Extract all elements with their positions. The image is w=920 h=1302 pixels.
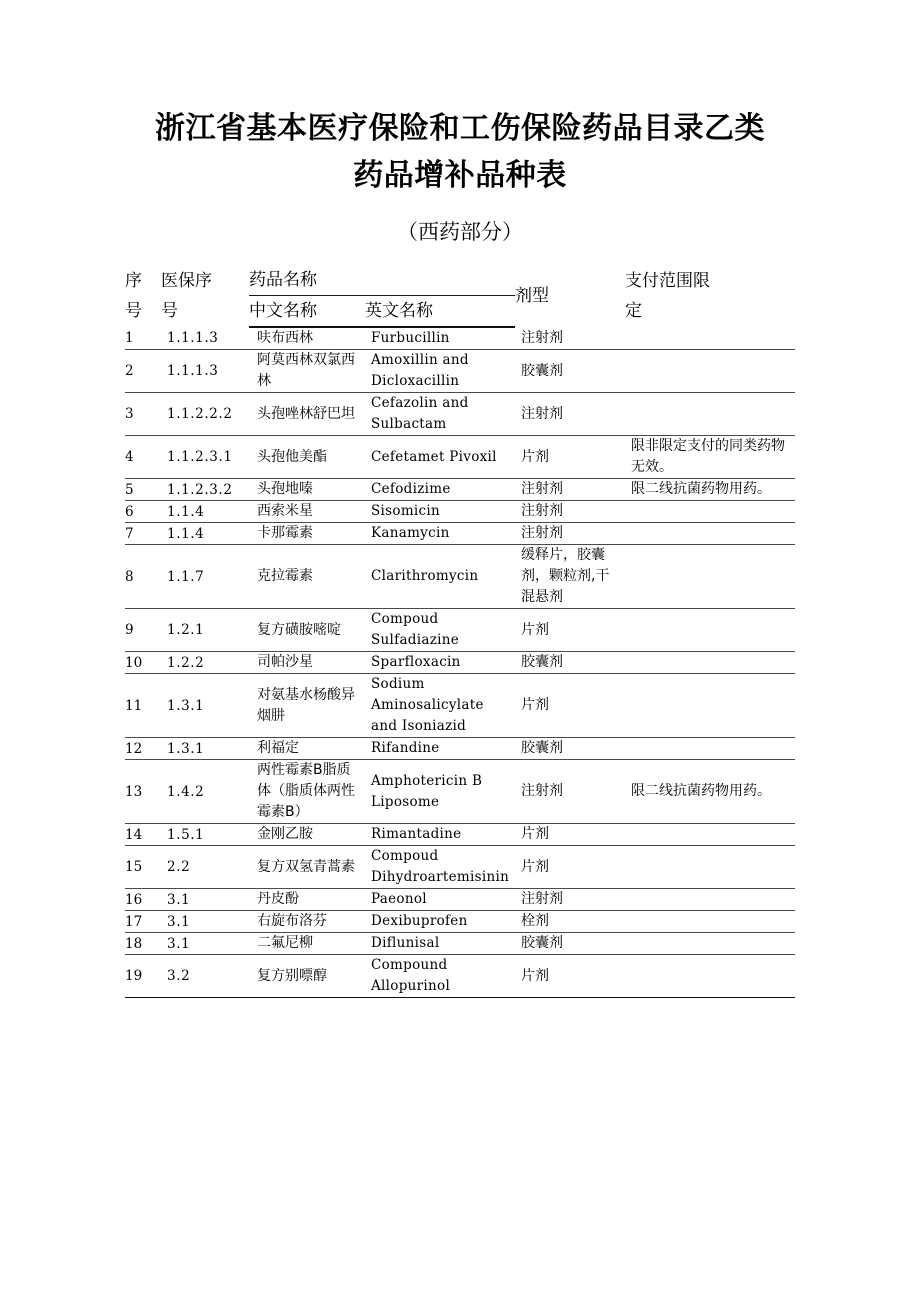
cell-dosage-form: 注射剂 xyxy=(515,760,625,824)
cell-insurance-code: 1.1.7 xyxy=(161,545,249,609)
cell-sequence: 11 xyxy=(125,674,161,738)
table-row xyxy=(125,846,795,889)
cell-name-english: Dexibuprofen xyxy=(365,911,515,933)
cell-insurance-code: 3.1 xyxy=(161,889,249,911)
cell-name-english: Furbucillin xyxy=(365,327,515,350)
table-row xyxy=(125,523,795,545)
table-row xyxy=(125,955,795,998)
cell-payment-limit xyxy=(625,674,795,738)
cell-dosage-form: 栓剂 xyxy=(515,911,625,933)
cell-name-chinese: 复方磺胺嘧啶 xyxy=(249,609,365,652)
cell-sequence: 17 xyxy=(125,911,161,933)
table-row xyxy=(125,350,795,393)
cell-payment-limit xyxy=(625,911,795,933)
cell-dosage-form: 胶囊剂 xyxy=(515,350,625,393)
table-row xyxy=(125,652,795,674)
cell-dosage-form: 注射剂 xyxy=(515,889,625,911)
cell-dosage-form: 胶囊剂 xyxy=(515,933,625,955)
cell-insurance-code: 3.1 xyxy=(161,933,249,955)
cell-dosage-form: 片剂 xyxy=(515,436,625,479)
cell-name-chinese: 金刚乙胺 xyxy=(249,824,365,846)
cell-sequence: 1 xyxy=(125,327,161,350)
cell-sequence: 4 xyxy=(125,436,161,479)
cell-name-chinese: 右旋布洛芬 xyxy=(249,911,365,933)
column-header-drug-name-group: 药品名称 xyxy=(249,265,515,296)
cell-name-english: Rifandine xyxy=(365,738,515,760)
page-subtitle: （西药部分） xyxy=(397,220,523,244)
cell-insurance-code: 1.1.4 xyxy=(161,523,249,545)
cell-name-english: Amoxillin and Dicloxacillin xyxy=(365,350,515,393)
cell-insurance-code: 1.2.1 xyxy=(161,609,249,652)
cell-name-chinese: 两性霉素B脂质体（脂质体两性霉素B） xyxy=(249,760,365,824)
cell-name-english: Compoud Dihydroartemisinin xyxy=(365,846,515,889)
cell-insurance-code: 3.1 xyxy=(161,911,249,933)
cell-dosage-form: 胶囊剂 xyxy=(515,738,625,760)
cell-insurance-code: 1.1.2.3.1 xyxy=(161,436,249,479)
cell-sequence: 2 xyxy=(125,350,161,393)
cell-payment-limit xyxy=(625,393,795,436)
cell-dosage-form: 注射剂 xyxy=(515,501,625,523)
column-header-name-chinese: 中文名称 xyxy=(249,296,365,328)
cell-insurance-code: 1.1.2.2.2 xyxy=(161,393,249,436)
cell-name-english: Rimantadine xyxy=(365,824,515,846)
cell-name-chinese: 头孢地嗪 xyxy=(249,479,365,501)
cell-insurance-code: 1.3.1 xyxy=(161,738,249,760)
table-header-row-top xyxy=(125,265,795,296)
cell-name-chinese: 呋布西林 xyxy=(249,327,365,350)
table-body xyxy=(125,327,795,998)
cell-dosage-form: 注射剂 xyxy=(515,327,625,350)
cell-insurance-code: 1.3.1 xyxy=(161,674,249,738)
cell-payment-limit xyxy=(625,889,795,911)
cell-dosage-form: 片剂 xyxy=(515,674,625,738)
cell-payment-limit xyxy=(625,955,795,998)
table-row xyxy=(125,479,795,501)
column-header-name-english: 英文名称 xyxy=(365,296,515,328)
table-row xyxy=(125,889,795,911)
table-row xyxy=(125,738,795,760)
cell-payment-limit xyxy=(625,501,795,523)
cell-name-chinese: 复方别嘌醇 xyxy=(249,955,365,998)
cell-name-english: Kanamycin xyxy=(365,523,515,545)
column-header-sequence-line-2: 号 xyxy=(125,301,142,321)
cell-insurance-code: 1.1.1.3 xyxy=(161,327,249,350)
cell-sequence: 3 xyxy=(125,393,161,436)
cell-payment-limit xyxy=(625,545,795,609)
cell-dosage-form: 片剂 xyxy=(515,824,625,846)
table-row xyxy=(125,545,795,609)
cell-name-chinese: 西索米星 xyxy=(249,501,365,523)
cell-name-chinese: 丹皮酚 xyxy=(249,889,365,911)
cell-payment-limit: 限二线抗菌药物用药。 xyxy=(625,479,795,501)
column-header-insurance-code xyxy=(161,265,249,327)
table-row xyxy=(125,933,795,955)
cell-payment-limit xyxy=(625,738,795,760)
table-row xyxy=(125,327,795,350)
page-title-line-1: 浙江省基本医疗保险和工伤保险药品目录乙类 xyxy=(155,111,765,146)
cell-payment-limit xyxy=(625,933,795,955)
cell-name-chinese: 对氨基水杨酸异烟肼 xyxy=(249,674,365,738)
cell-name-english: Diflunisal xyxy=(365,933,515,955)
cell-name-english: Cefazolin and Sulbactam xyxy=(365,393,515,436)
cell-sequence: 8 xyxy=(125,545,161,609)
cell-name-chinese: 利福定 xyxy=(249,738,365,760)
table-row xyxy=(125,501,795,523)
table-row xyxy=(125,824,795,846)
cell-name-chinese: 头孢他美酯 xyxy=(249,436,365,479)
cell-payment-limit xyxy=(625,350,795,393)
cell-name-chinese: 克拉霉素 xyxy=(249,545,365,609)
cell-sequence: 18 xyxy=(125,933,161,955)
column-header-insurance-code-line-2: 号 xyxy=(161,301,178,321)
column-header-payment-limit-line-1: 支付范围限 xyxy=(625,271,710,291)
cell-payment-limit xyxy=(625,846,795,889)
cell-insurance-code: 1.1.4 xyxy=(161,501,249,523)
table-row xyxy=(125,760,795,824)
cell-sequence: 19 xyxy=(125,955,161,998)
cell-sequence: 5 xyxy=(125,479,161,501)
column-header-sequence xyxy=(125,265,161,327)
cell-dosage-form: 片剂 xyxy=(515,609,625,652)
page-title xyxy=(125,0,795,199)
cell-name-english: Sodium Aminosalicylate and Isoniazid xyxy=(365,674,515,738)
cell-insurance-code: 1.2.2 xyxy=(161,652,249,674)
cell-sequence: 13 xyxy=(125,760,161,824)
page-title-line-2: 药品增补品种表 xyxy=(353,158,567,193)
cell-name-english: Compound Allopurinol xyxy=(365,955,515,998)
cell-payment-limit xyxy=(625,327,795,350)
cell-payment-limit xyxy=(625,523,795,545)
drug-catalog-table xyxy=(125,265,795,998)
table-row xyxy=(125,393,795,436)
cell-payment-limit xyxy=(625,652,795,674)
cell-insurance-code: 1.5.1 xyxy=(161,824,249,846)
cell-name-english: Amphotericin B Liposome xyxy=(365,760,515,824)
cell-dosage-form: 注射剂 xyxy=(515,393,625,436)
cell-name-chinese: 二氟尼柳 xyxy=(249,933,365,955)
cell-dosage-form: 片剂 xyxy=(515,955,625,998)
cell-dosage-form: 注射剂 xyxy=(515,479,625,501)
cell-dosage-form: 注射剂 xyxy=(515,523,625,545)
column-header-payment-limit xyxy=(625,265,795,327)
cell-name-chinese: 复方双氢青蒿素 xyxy=(249,846,365,889)
column-header-payment-limit-line-2: 定 xyxy=(625,301,642,321)
cell-dosage-form: 胶囊剂 xyxy=(515,652,625,674)
cell-payment-limit xyxy=(625,824,795,846)
cell-insurance-code: 1.1.1.3 xyxy=(161,350,249,393)
cell-payment-limit: 限非限定支付的同类药物无效。 xyxy=(625,436,795,479)
cell-sequence: 15 xyxy=(125,846,161,889)
table-row xyxy=(125,674,795,738)
cell-name-chinese: 司帕沙星 xyxy=(249,652,365,674)
cell-dosage-form: 缓释片，胶囊剂，颗粒剂,干混悬剂 xyxy=(515,545,625,609)
cell-insurance-code: 3.2 xyxy=(161,955,249,998)
cell-sequence: 10 xyxy=(125,652,161,674)
cell-payment-limit xyxy=(625,609,795,652)
cell-name-english: Cefodizime xyxy=(365,479,515,501)
cell-sequence: 12 xyxy=(125,738,161,760)
column-header-sequence-line-1: 序 xyxy=(125,271,142,291)
table-row xyxy=(125,609,795,652)
cell-name-english: Paeonol xyxy=(365,889,515,911)
cell-name-english: Sparfloxacin xyxy=(365,652,515,674)
cell-name-chinese: 头孢唑林舒巴坦 xyxy=(249,393,365,436)
cell-insurance-code: 1.4.2 xyxy=(161,760,249,824)
cell-sequence: 16 xyxy=(125,889,161,911)
cell-name-english: Cefetamet Pivoxil xyxy=(365,436,515,479)
cell-insurance-code: 1.1.2.3.2 xyxy=(161,479,249,501)
column-header-dosage-form: 剂型 xyxy=(515,286,549,306)
table-header xyxy=(125,265,795,327)
cell-name-english: Compoud Sulfadiazine xyxy=(365,609,515,652)
cell-payment-limit: 限二线抗菌药物用药。 xyxy=(625,760,795,824)
table-row xyxy=(125,911,795,933)
cell-name-chinese: 阿莫西林双氯西林 xyxy=(249,350,365,393)
cell-dosage-form: 片剂 xyxy=(515,846,625,889)
cell-name-chinese: 卡那霉素 xyxy=(249,523,365,545)
table-row xyxy=(125,436,795,479)
cell-insurance-code: 2.2 xyxy=(161,846,249,889)
cell-sequence: 6 xyxy=(125,501,161,523)
cell-sequence: 14 xyxy=(125,824,161,846)
cell-name-english: Sisomicin xyxy=(365,501,515,523)
column-header-insurance-code-line-1: 医保序 xyxy=(161,271,212,291)
cell-sequence: 9 xyxy=(125,609,161,652)
cell-sequence: 7 xyxy=(125,523,161,545)
cell-name-english: Clarithromycin xyxy=(365,545,515,609)
